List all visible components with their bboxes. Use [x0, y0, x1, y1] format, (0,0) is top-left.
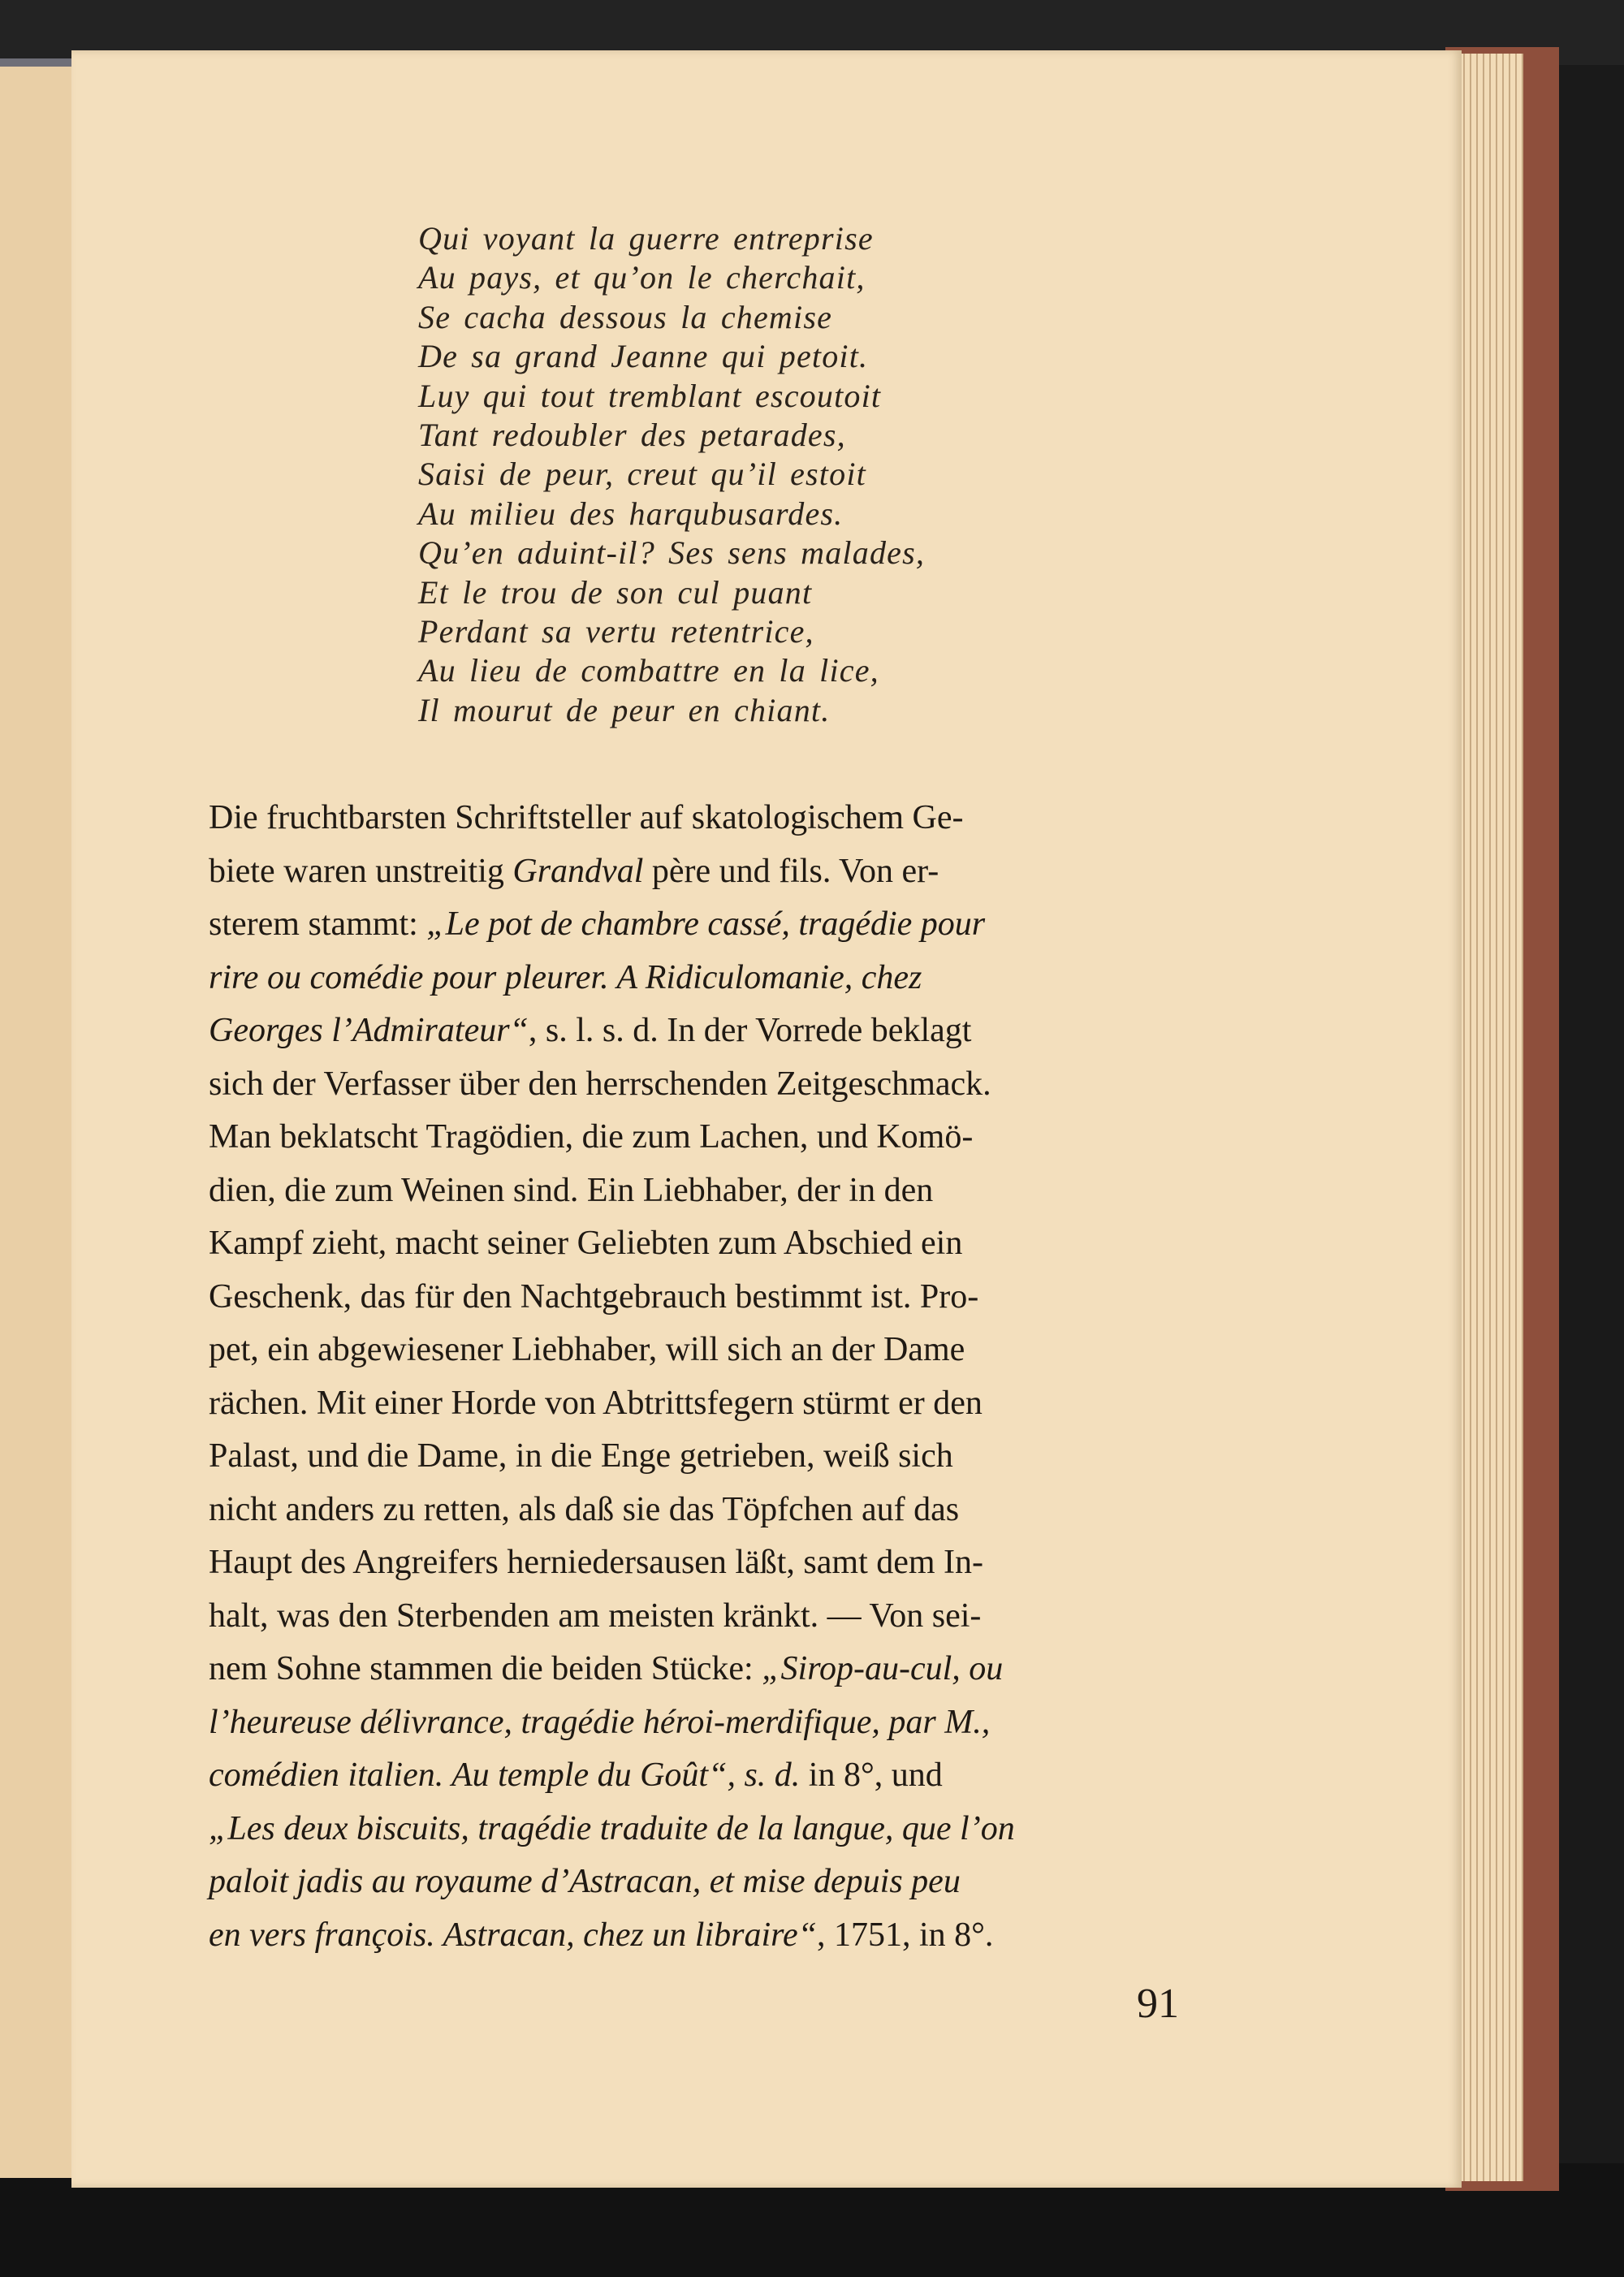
- prose-line: Georges l’Admirateur“, s. l. s. d. In der Vorrede beklagt: [209, 1012, 972, 1049]
- left-page-edge: [0, 58, 77, 2178]
- prose-line: Haupt des Angreifers herniedersausen läßt, samt dem In-: [209, 1544, 984, 1581]
- verse-line: Qui voyant la guerre entreprise: [418, 220, 874, 257]
- verse-line: Au lieu de combattre en la lice,: [418, 652, 879, 689]
- prose-line: comédien italien. Au temple du Goût“, s. d. in 8°, und: [209, 1756, 943, 1794]
- prose-line: en vers françois. Astracan, chez un libraire“, 1751, in 8°.: [209, 1916, 994, 1954]
- verse-line: Luy qui tout tremblant escoutoit: [418, 377, 882, 414]
- prose-line: rächen. Mit einer Horde von Abtrittsfegern stürmt er den: [209, 1384, 983, 1422]
- prose-line: nicht anders zu retten, als daß sie das Töpfchen auf das: [209, 1490, 960, 1528]
- page-number: 91: [1137, 1981, 1179, 2027]
- prose-line: sich der Verfasser über den herrschenden Zeitgeschmack.: [209, 1065, 991, 1103]
- prose-line: l’heureuse délivrance, tragédie héroi-merdifique, par M.,: [209, 1703, 991, 1741]
- prose-line: Die fruchtbarsten Schriftsteller auf skatologischem Ge-: [209, 799, 964, 836]
- prose-line: Kampf zieht, macht seiner Geliebten zum Abschied ein: [209, 1225, 963, 1262]
- prose-line: halt, was den Sterbenden am meisten kränkt. — Von sei-: [209, 1596, 982, 1635]
- verse-line: Tant redoubler des petarades,: [418, 417, 846, 454]
- verse-line: Et le trou de son cul puant: [418, 573, 813, 611]
- prose-line: biete waren unstreitig Grandval père und fils. Von er-: [209, 852, 939, 890]
- prose-line: paloit jadis au royaume d’Astracan, et mise depuis peu: [209, 1863, 961, 1900]
- prose-line: rire ou comédie pour pleurer. A Ridiculomanie, chez: [209, 958, 922, 996]
- prose-line: Palast, und die Dame, in die Enge getrieben, weiß sich: [209, 1437, 953, 1475]
- verse-line: Il mourut de peur en chiant.: [418, 691, 831, 728]
- verse-line: Au milieu des harqubusardes.: [418, 495, 844, 532]
- prose-paragraph: [209, 792, 1183, 1962]
- verse-line: Au pays, et qu’on le cherchait,: [418, 259, 866, 296]
- prose-line: pet, ein abgewiesener Liebhaber, will sich an der Dame: [209, 1331, 965, 1368]
- prose-line: Man beklatscht Tragödien, die zum Lachen, und Komö-: [209, 1118, 974, 1156]
- prose-line: Geschenk, das für den Nachtgebrauch bestimmt ist. Pro-: [209, 1277, 979, 1316]
- prose-line: nem Sohne stammen die beiden Stücke: „Sirop-au-cul, ou: [209, 1650, 1004, 1687]
- verse-line: Se cacha dessous la chemise: [418, 298, 833, 335]
- verse-line: De sa grand Jeanne qui petoit.: [418, 338, 869, 375]
- prose-line: dien, die zum Weinen sind. Ein Liebhaber, der in den: [209, 1171, 934, 1209]
- verse-line: Saisi de peur, creut qu’il estoit: [418, 456, 866, 493]
- verse-line: Qu’en aduint-il? Ses sens malades,: [418, 534, 926, 572]
- verse-block: [418, 219, 1068, 730]
- prose-line: sterem stammt: „Le pot de chambre cassé, tragédie pour: [209, 905, 986, 943]
- verse-line: Perdant sa vertu retentrice,: [418, 613, 814, 650]
- prose-line: „Les deux biscuits, tragédie traduite de la langue, que l’on: [209, 1809, 1015, 1847]
